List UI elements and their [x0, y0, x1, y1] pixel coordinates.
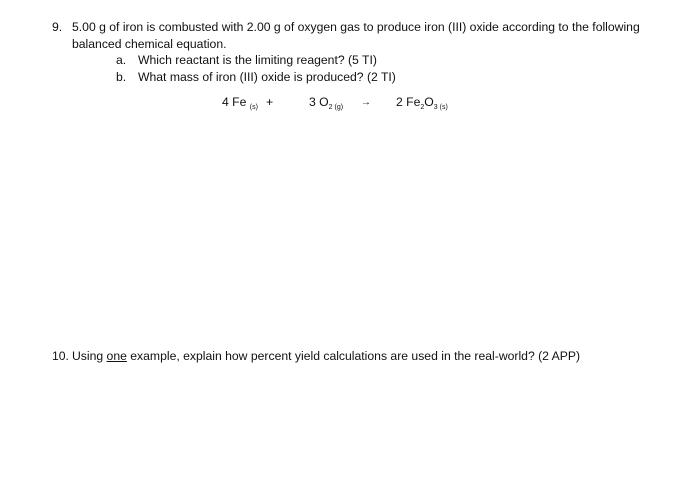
- question-9-text-line-1: 5.00 g of iron is combusted with 2.00 g of oxygen gas to produce iron (III) oxide according to the following: [72, 20, 640, 34]
- underlined-word: one: [106, 349, 127, 363]
- question-9-number: 9.: [52, 20, 63, 34]
- equation-plus-sign: +: [266, 95, 274, 109]
- subquestion-a-marker: a.: [116, 53, 127, 67]
- equation-reactant-oxygen: 3 $O_2$ $_{(g)}$: [309, 95, 344, 111]
- equation-arrow-icon: →: [361, 97, 371, 108]
- subquestion-b-marker: b.: [116, 70, 127, 84]
- question-9-text-line-2: balanced chemical equation.: [72, 37, 227, 51]
- subquestion-a-text: Which reactant is the limiting reagent? (5 TI): [138, 53, 377, 67]
- subquestion-b-text: What mass of iron (III) oxide is produced? (2 TI): [138, 70, 396, 84]
- equation-reactant-iron: 4 Fe $_{(s)}$: [222, 95, 258, 111]
- question-10-number: 10.: [52, 349, 69, 363]
- question-10-text: Using one example, explain how percent yield calculations are used in the real-world? (2 APP): [72, 349, 581, 363]
- equation-product-iron-oxide: 2 $Fe_2O_3$ $_{(s)}$: [396, 95, 448, 111]
